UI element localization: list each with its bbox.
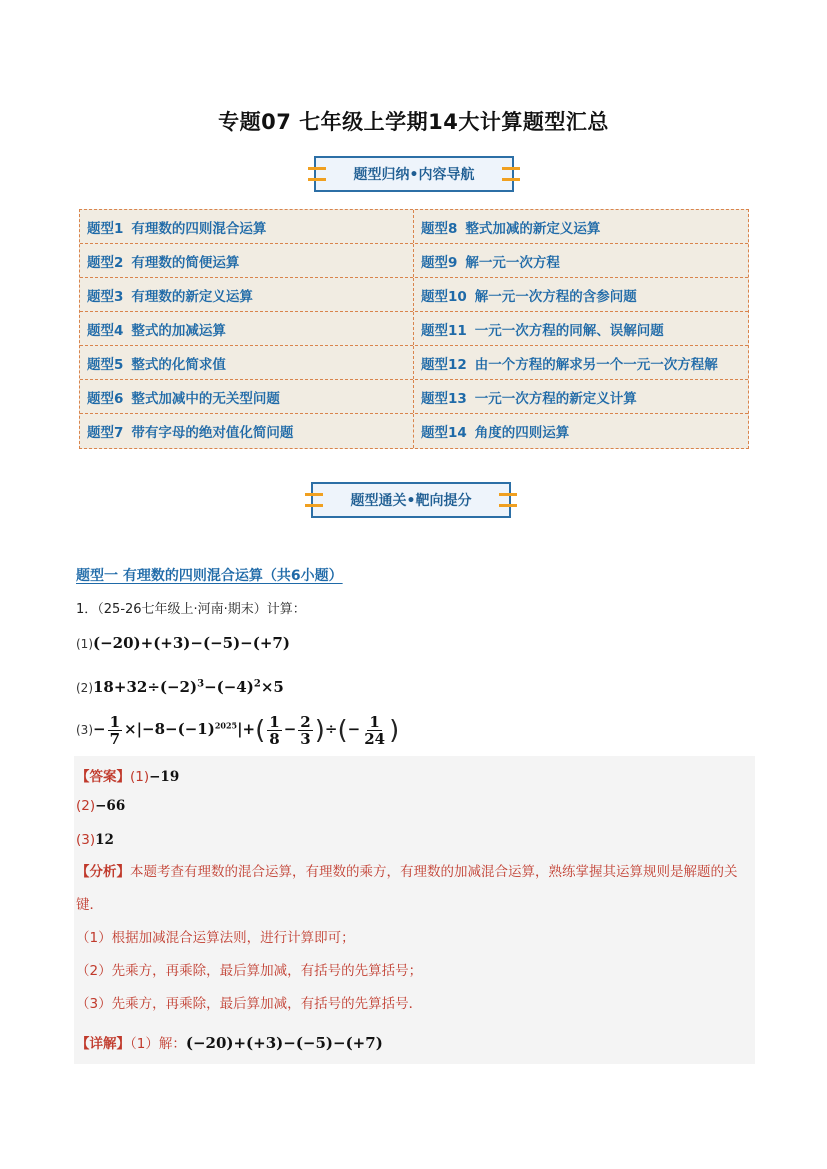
divide-sign: ÷ bbox=[324, 720, 338, 738]
detail-expression: (−20)+(+3)−(−5)−(+7) bbox=[185, 1034, 383, 1052]
question-part-1 bbox=[76, 634, 290, 652]
practice-banner bbox=[311, 482, 511, 518]
right-pipe-icon bbox=[499, 493, 517, 507]
answer-value: 12 bbox=[95, 832, 114, 848]
toc-row bbox=[80, 312, 748, 346]
toc-table bbox=[79, 209, 749, 449]
toc-item-number: 题型7 bbox=[87, 425, 124, 441]
toc-row bbox=[80, 414, 748, 448]
analysis-step-2: （2）先乘方，再乘除，最后算加减，有括号的先算括号； bbox=[76, 963, 423, 979]
left-paren: ( bbox=[337, 715, 348, 746]
expression-a: 18+32÷(−2) bbox=[93, 678, 198, 696]
toc-item-number: 题型10 bbox=[421, 288, 467, 305]
nav-banner-label: 题型归纳•内容导航 bbox=[353, 167, 475, 183]
denominator: 3 bbox=[300, 730, 311, 748]
toc-item-label: 解一元一次方程的含参问题 bbox=[474, 288, 637, 305]
toc-item-label: 解一元一次方程 bbox=[465, 254, 560, 271]
minus-sign: − bbox=[283, 720, 297, 738]
toc-item[interactable] bbox=[414, 278, 748, 311]
denominator: 7 bbox=[109, 730, 121, 748]
toc-item[interactable] bbox=[80, 346, 414, 379]
numerator: 1 bbox=[369, 713, 380, 731]
analysis-step-3: （3）先乘方，再乘除，最后算加减，有括号的先算括号． bbox=[76, 996, 423, 1012]
toc-item[interactable] bbox=[414, 414, 748, 448]
expression: (−20)+(+3)−(−5)−(+7) bbox=[93, 634, 290, 652]
toc-item-number: 题型9 bbox=[421, 254, 458, 271]
numerator: 2 bbox=[300, 713, 311, 731]
toc-item[interactable] bbox=[414, 346, 748, 379]
toc-item-label: 整式加减的新定义运算 bbox=[465, 220, 601, 237]
toc-item-label: 整式加减中的无关型问题 bbox=[131, 390, 280, 407]
denominator: 24 bbox=[364, 730, 386, 748]
toc-item[interactable] bbox=[80, 380, 414, 413]
fraction bbox=[108, 714, 122, 747]
answer-part-label: (3) bbox=[76, 832, 96, 848]
toc-item[interactable] bbox=[80, 278, 414, 311]
right-paren: ) bbox=[314, 715, 325, 746]
section-title: 题型一 有理数的四则混合运算（共6小题） bbox=[76, 568, 343, 584]
toc-item-number: 题型14 bbox=[421, 425, 467, 441]
detail-prefix: （1）解： bbox=[130, 1036, 186, 1052]
toc-item[interactable] bbox=[414, 210, 748, 243]
toc-row bbox=[80, 244, 748, 278]
left-pipe-icon bbox=[305, 493, 323, 507]
toc-item-number: 题型3 bbox=[87, 288, 124, 305]
part-label: (2) bbox=[76, 681, 93, 695]
toc-item-number: 题型5 bbox=[87, 356, 124, 373]
expression-b: |+ bbox=[237, 720, 256, 738]
toc-item-label: 有理数的四则混合运算 bbox=[131, 220, 267, 237]
toc-item-number: 题型8 bbox=[421, 220, 458, 237]
question-part-3 bbox=[76, 714, 399, 747]
expression-c: ×5 bbox=[260, 678, 284, 696]
toc-item[interactable] bbox=[414, 244, 748, 277]
analysis-label: 【分析】 bbox=[76, 864, 130, 880]
left-pipe-icon bbox=[308, 167, 326, 181]
detail-label: 【详解】 bbox=[76, 1036, 130, 1052]
answer-label: 【答案】 bbox=[76, 769, 130, 785]
toc-item[interactable] bbox=[414, 312, 748, 345]
toc-item-label: 带有字母的绝对值化简问题 bbox=[131, 425, 294, 441]
analysis-body: 本题考查有理数的混合运算，有理数的乘方，有理数的加减混合运算，熟练掌握其运算规则是解题的关键． bbox=[76, 864, 738, 913]
toc-row bbox=[80, 380, 748, 414]
answer-part-label: (1) bbox=[130, 769, 150, 785]
answer-line-3 bbox=[76, 832, 114, 848]
toc-item-label: 有理数的新定义运算 bbox=[131, 288, 253, 305]
toc-row bbox=[80, 210, 748, 244]
exponent: 2025 bbox=[214, 720, 238, 731]
question-part-2 bbox=[76, 678, 284, 696]
toc-item-label: 整式的化简求值 bbox=[131, 356, 226, 373]
answer-value: −19 bbox=[149, 769, 180, 785]
answer-part-label: (2) bbox=[76, 798, 96, 814]
numerator: 1 bbox=[269, 713, 280, 731]
toc-item-number: 题型13 bbox=[421, 390, 467, 407]
part-label: (3) bbox=[76, 723, 93, 737]
toc-item[interactable] bbox=[414, 380, 748, 413]
exponent: 3 bbox=[197, 678, 205, 690]
exponent: 2 bbox=[253, 678, 261, 690]
answer-line-2 bbox=[76, 798, 125, 814]
answer-value: −66 bbox=[95, 798, 126, 814]
toc-item-number: 题型2 bbox=[87, 254, 124, 271]
toc-item-number: 题型4 bbox=[87, 322, 124, 339]
toc-item-label: 一元一次方程的同解、误解问题 bbox=[474, 322, 664, 339]
right-paren: ) bbox=[389, 715, 400, 746]
page-title: 专题07 七年级上学期14大计算题型汇总 bbox=[218, 110, 609, 134]
left-paren: ( bbox=[255, 715, 266, 746]
toc-row bbox=[80, 278, 748, 312]
answer-line-1 bbox=[76, 765, 179, 785]
minus-sign: − bbox=[347, 720, 361, 738]
analysis-step-1: （1）根据加减混合运算法则，进行计算即可； bbox=[76, 930, 355, 946]
toc-item-number: 题型12 bbox=[421, 356, 467, 373]
fraction bbox=[298, 714, 312, 747]
part-label: (1) bbox=[76, 637, 93, 651]
question-intro: 1．（25-26七年级上·河南·期末）计算： bbox=[76, 602, 306, 617]
toc-item-label: 一元一次方程的新定义计算 bbox=[474, 390, 637, 407]
expression-b: −(−4) bbox=[204, 678, 254, 696]
right-pipe-icon bbox=[502, 167, 520, 181]
toc-item-label: 整式的加减运算 bbox=[131, 322, 226, 339]
toc-item-number: 题型11 bbox=[421, 322, 467, 339]
toc-row bbox=[80, 346, 748, 380]
detail-line bbox=[76, 1032, 383, 1052]
practice-banner-label: 题型通关•靶向提分 bbox=[350, 493, 472, 509]
fraction bbox=[362, 714, 387, 747]
toc-item[interactable] bbox=[80, 210, 414, 243]
toc-item-number: 题型6 bbox=[87, 390, 124, 407]
expression-a: ×|−8−(−1) bbox=[124, 720, 215, 738]
toc-item-label: 有理数的简便运算 bbox=[131, 254, 240, 271]
denominator: 8 bbox=[269, 730, 280, 748]
fraction bbox=[267, 714, 281, 747]
toc-item-label: 由一个方程的解求另一个一元一次方程解 bbox=[474, 356, 718, 373]
nav-banner bbox=[314, 156, 514, 192]
toc-item-number: 题型1 bbox=[87, 220, 124, 237]
toc-item[interactable] bbox=[80, 244, 414, 277]
numerator: 1 bbox=[109, 713, 121, 731]
toc-item[interactable] bbox=[80, 312, 414, 345]
minus-sign: − bbox=[93, 720, 106, 738]
analysis-text bbox=[76, 856, 752, 922]
toc-item-label: 角度的四则运算 bbox=[474, 425, 570, 441]
toc-item[interactable] bbox=[80, 414, 414, 448]
